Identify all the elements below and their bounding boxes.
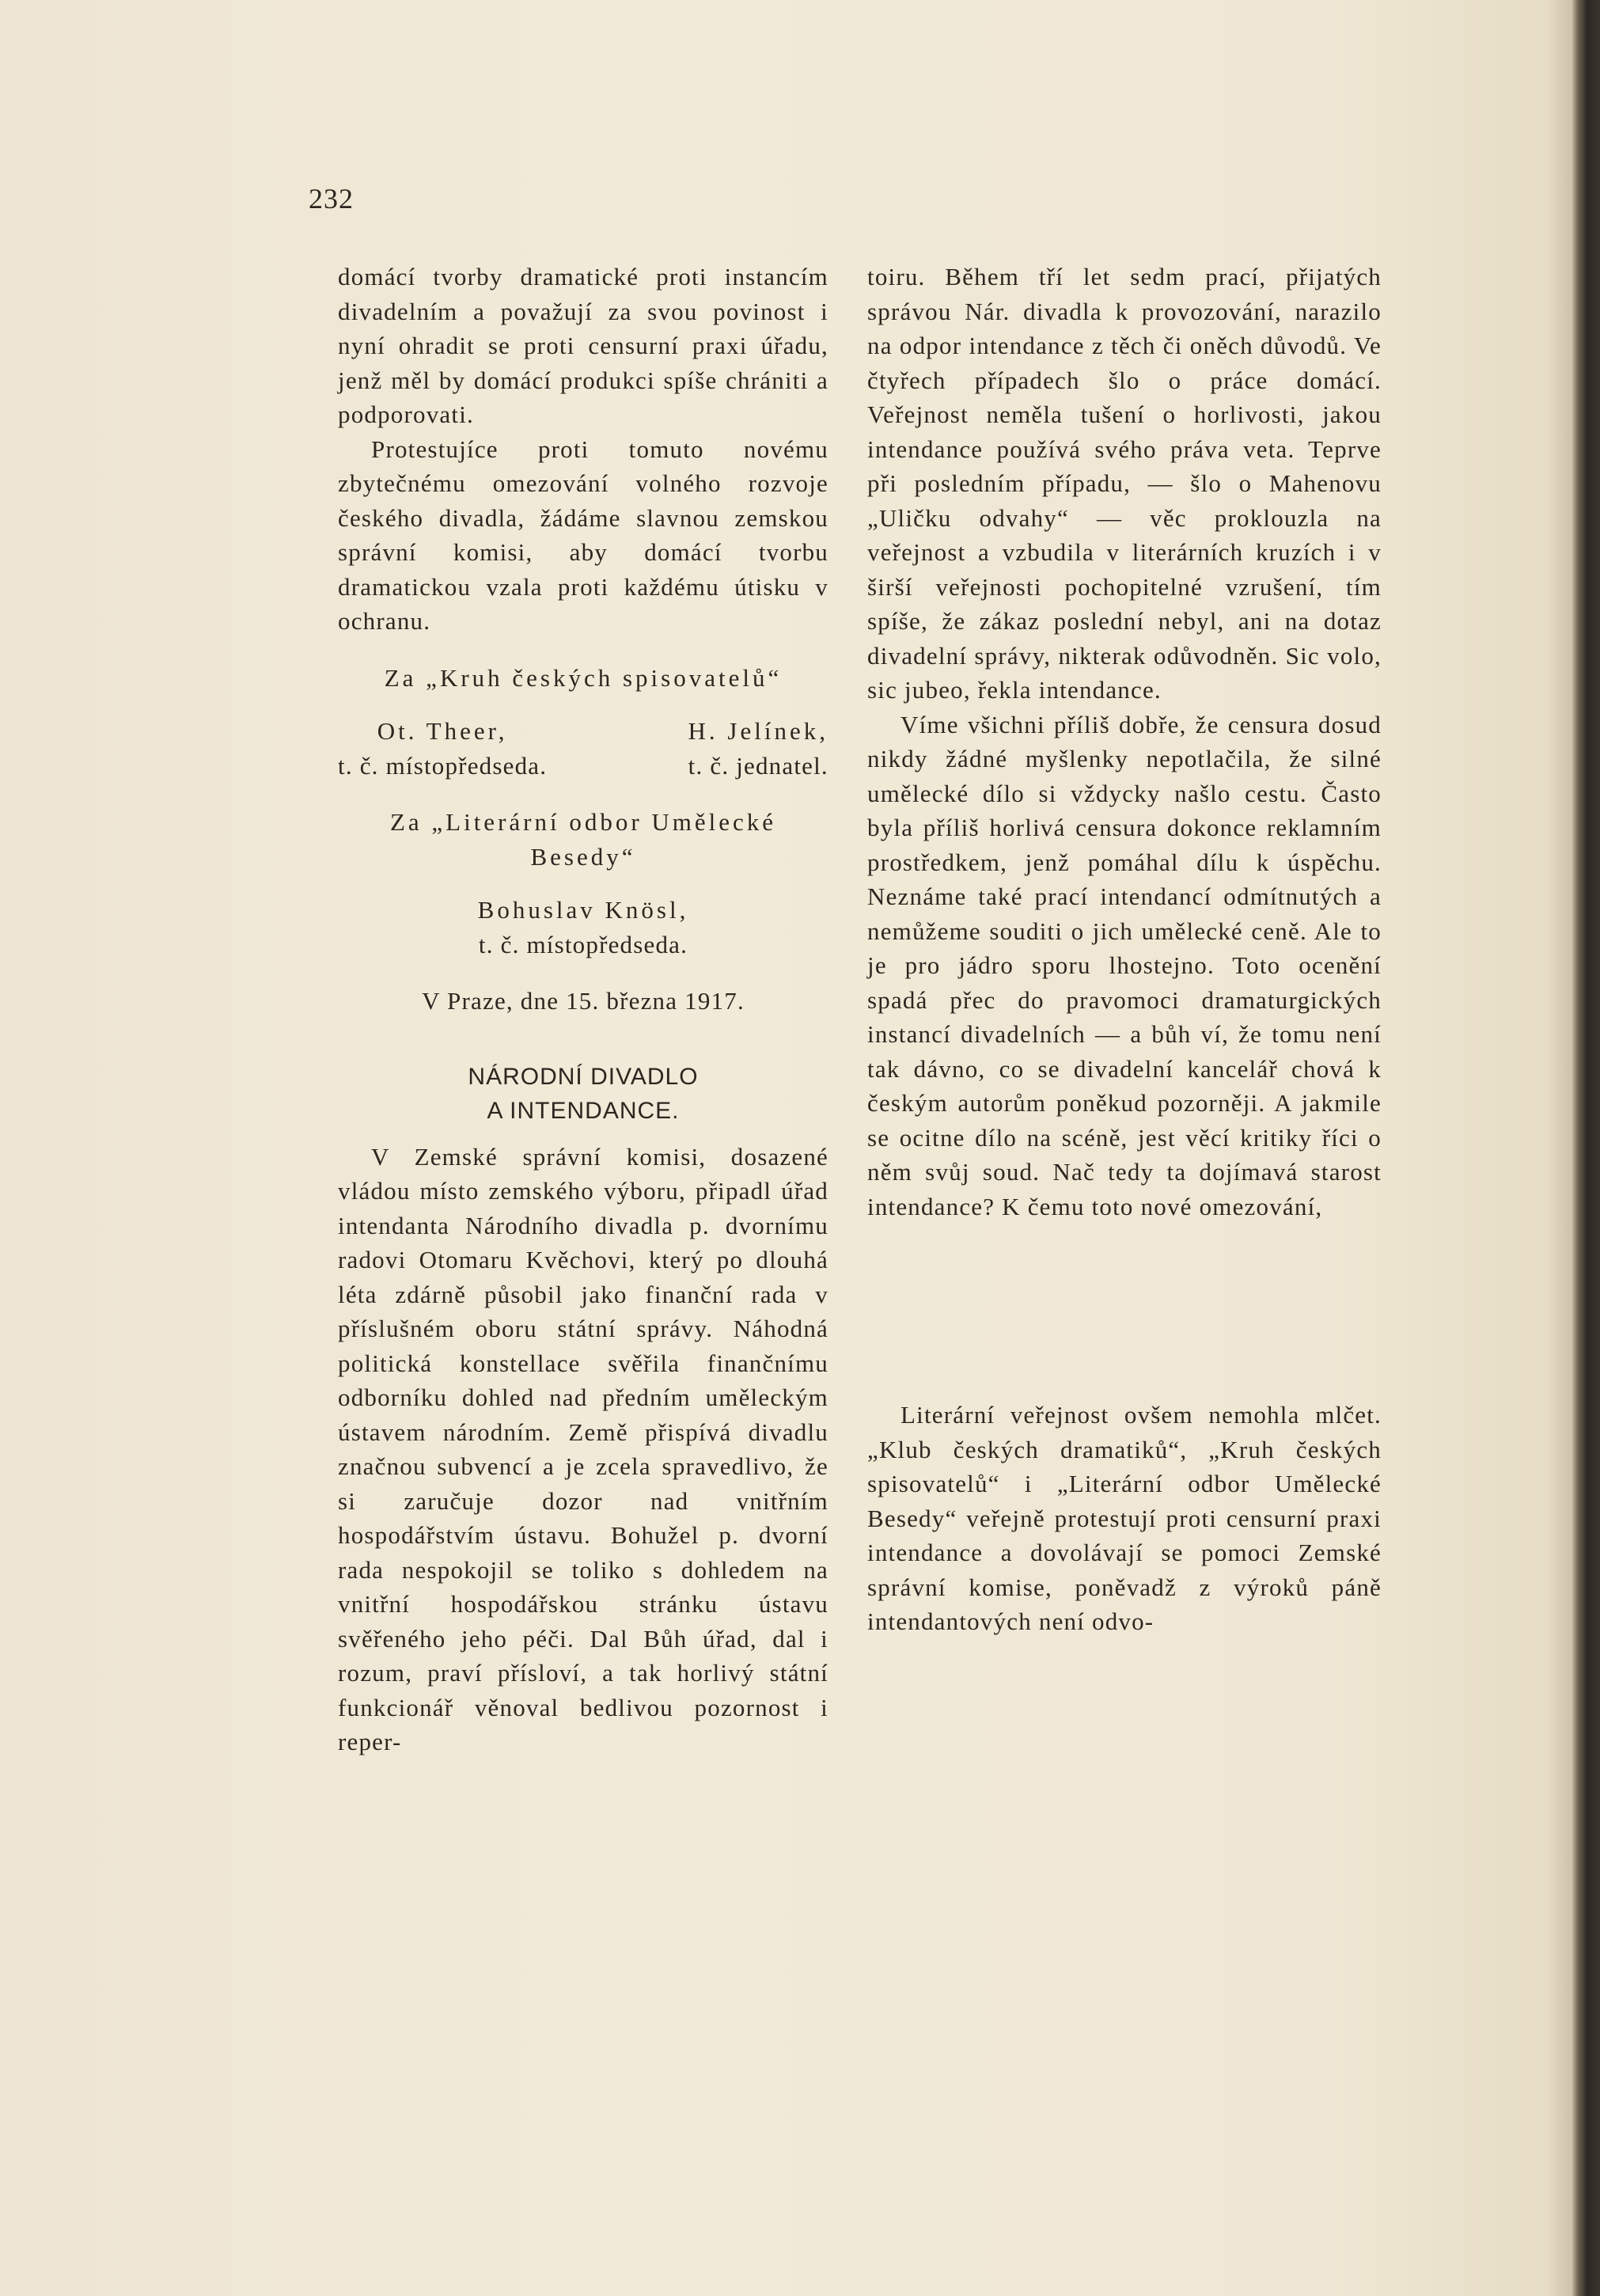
headline-line: A INTENDANCE.: [487, 1098, 680, 1124]
left-paragraph-3: V Zemské správní komisi, dosazené vládou místo zemského výboru, připadl úřad intendanta Národního divadla p. dvornímu radovi Otomaru Kvěchovi, který po dlouhá léta zdárně působil jako finanční rada v příslušném oboru státní správy. Náhodná politická konstellace svěřila finančnímu odborníku dohled nad předním uměleckým ústavem národním. Země přispívá divadlu značnou subvencí a je zcela spravedlivo, že si zaručuje dozor nad vnitřním hospodářstvím ústavu. Bohužel p. dvorní rada nespokojil se toliko s dohledem na vnitřní hospodářskou stránku ústavu svěřeného jeho péči. Dal Bůh úřad, dal i rozum, praví přísloví, a tak horlivý státní funkcionář věnoval bedlivou pozornost i reper-: [338, 1142, 828, 1755]
signature-name: Bohuslav Knösl,: [477, 896, 689, 924]
right-paragraph-3: Literární veřejnost ovšem nemohla mlčet. „Klub českých dramatiků“, „Kruh českých spisovatelů“ i „Literární odbor Umělecké Besedy“ veřejně protestují proti censurní praxi intendance a dovolávají se pomoci Zemské správní komise, poněvadž z výroků páně intendantových není odvo-: [867, 1401, 1382, 1635]
signature-heading-odbor: [338, 805, 828, 874]
signature-role: t. č. místopředseda.: [478, 930, 688, 958]
signature-row: [338, 714, 828, 783]
right-paragraph-1: toiru. Během tří let sedm prací, přijatých správou Nár. divadla k provozování, narazilo na odpor intendance z těch či oněch důvodů. Ve čtyřech případech šlo o práce domácí. Veřejnost neměla tušení o horlivosti, jakou intendance používá svého práva veta. Teprve při posledním případu, — šlo o Mahenovu „Uličku odvahy“ — věc proklouzla na veřejnost a vzbudila v literárních kruzích i v širší veřejnosti pochopitelné vzrušení, tím spíše, že zákaz poslední nebyl, ani na dotaz divadelní správy, nikterak odůvodněn. Sic volo, sic jubeo, řekla intendance.: [867, 263, 1382, 704]
page-number: 232: [309, 183, 354, 214]
date-line: V Praze, dne 15. března 1917.: [422, 987, 745, 1015]
signature-theer: [338, 714, 547, 783]
signature-role: t. č. jednatel.: [688, 751, 828, 780]
signature-heading-line: Besedy“: [530, 842, 636, 871]
left-column: [338, 260, 828, 1759]
signature-jelinek: [688, 714, 828, 783]
article-headline: [338, 1060, 828, 1129]
signature-role: t. č. místopředseda.: [338, 751, 548, 780]
right-paragraph-2: Víme všichni příliš dobře, že censura dosud nikdy žádné myšlenky nepotlačila, že silné umělecké dílo si vždycky našlo cestu. Často byla příliš horlivá censura dokonce reklamním prostředkem, jenž pomáhal dílu k úspěchu. Neznáme také prací intendancí odmítnutých a nemůžeme souditi o jich umělecké ceně. Ale to je pro jádro sporu lhostejno. Toto ocenění spadá přec do pravomoci dramaturgických instancí divadelních — a bůh ví, že tomu není tak dávno, co se divadelní kancelář chová k českým autorům poněkud pozorněji. A jakmile se ocitne dílo na scéně, jest věcí kritiky říci o něm svůj soud. Nač tedy ta dojímavá starost intendance? K čemu toto nové omezování,: [867, 710, 1382, 1220]
page-edge-shadow: [1547, 0, 1571, 2296]
left-paragraph-2: Protestujíce proti tomuto novému zbytečnému omezování volného rozvoje českého divadla, žádáme slavnou zemskou správní komisi, aby domácí tvorbu dramatickou vzala proti každému útisku v ochranu.: [338, 435, 828, 635]
book-binding-edge: [1571, 0, 1600, 2296]
signature-heading-line: Za „Literární odbor Umělecké: [389, 808, 777, 836]
signature-name: Ot. Theer,: [377, 717, 508, 745]
headline-line: NÁRODNÍ DIVADLO: [468, 1063, 699, 1090]
right-column: [867, 260, 1382, 1639]
left-paragraph-1: domácí tvorby dramatické proti instancím divadelním a považují za svou povinost i nyní ohradit se proti censurní praxi úřadu, jenž měl by domácí produkci spíše chrániti a podporovati.: [338, 263, 828, 428]
signature-name: H. Jelínek,: [688, 717, 828, 745]
signature-knosl: [338, 893, 828, 962]
signature-heading-kruh: Za „Kruh českých spisovatelů“: [384, 663, 783, 692]
